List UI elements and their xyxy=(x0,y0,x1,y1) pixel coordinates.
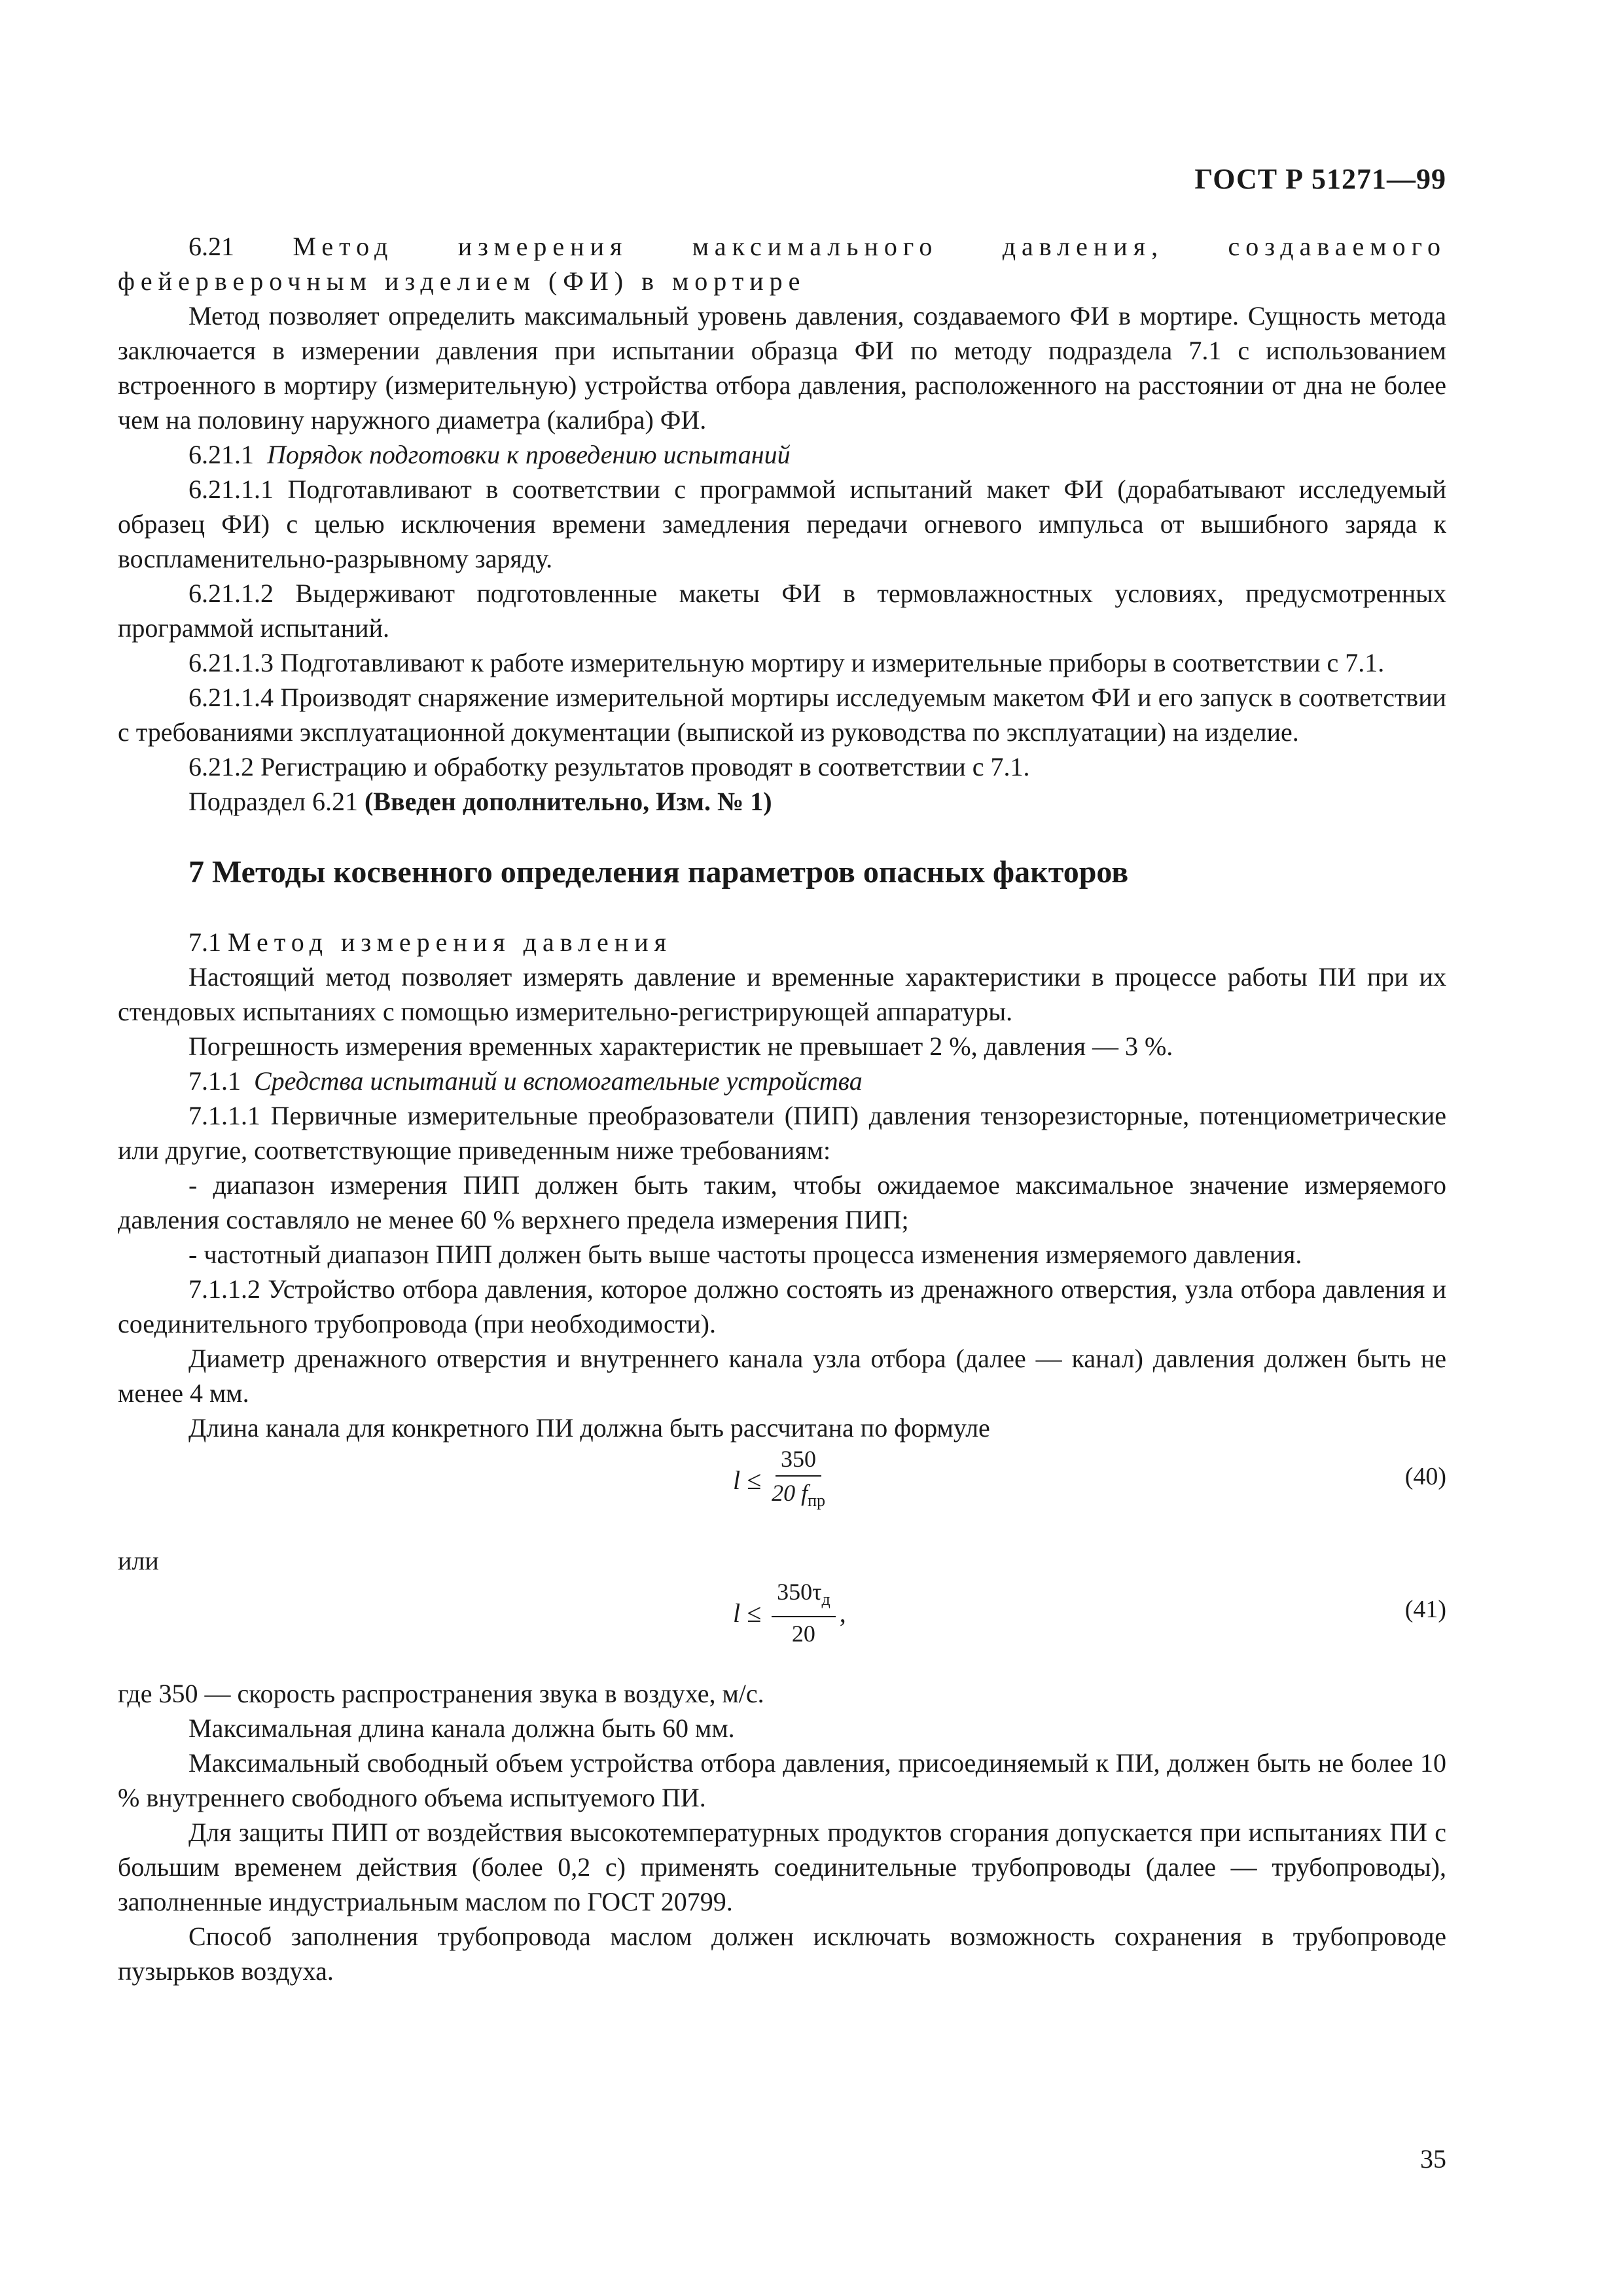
formula-expression xyxy=(733,1578,846,1647)
fraction xyxy=(772,1578,836,1647)
formula-40 xyxy=(118,1445,1446,1543)
equation-number: (41) xyxy=(1404,1596,1446,1623)
numerator: 350 xyxy=(776,1445,821,1477)
subscript: пр xyxy=(808,1491,826,1510)
formula-tail: , xyxy=(839,1598,846,1628)
note-bold: (Введен дополнительно, Изм. № 1) xyxy=(364,787,772,816)
subsection-title: Средства испытаний и вспомогательные устройства xyxy=(254,1066,863,1096)
denominator: 20 xyxy=(791,1621,815,1647)
formula-expression xyxy=(733,1445,829,1515)
page-body xyxy=(118,229,1446,1988)
paragraph: 6.21.1.4 Производят снаряжение измерительной мортиры исследуемым макетом ФИ и его запуск в соответствии с требованиями эксплуатационной документации (выпиской из руководства по эксплуатации) на изделие. xyxy=(118,683,1446,747)
paragraph: Для защиты ПИП от воздействия высокотемпературных продуктов сгорания допускается при испытаниях ПИ с большим временем действия (более 0,2 с) применять соединительные трубопроводы (далее — трубопроводы), заполненные индустриальным маслом по ГОСТ 20799. xyxy=(118,1818,1446,1916)
section-7-title: 7 Методы косвенного определения параметров опасных факторов xyxy=(188,855,1129,889)
paragraph: 7.1.1.1 Первичные измерительные преобразователи (ПИП) давления тензорезисторные, потенциометрические или другие, соответствующие приведенным ниже требованиям: xyxy=(118,1101,1446,1165)
section-title: Метод измерения давления xyxy=(228,927,673,957)
paragraph: Способ заполнения трубопровода маслом должен исключать возможность сохранения в трубопроводе пузырьков воздуха. xyxy=(118,1922,1446,1986)
paragraph: Погрешность измерения временных характеристик не превышает 2 %, давления — 3 %. xyxy=(188,1031,1173,1061)
paragraph: 6.21.1.1 Подготавливают в соответствии с программой испытаний макет ФИ (дорабатывают исследуемый образец ФИ) с целью исключения времени замедления передачи огневого импульса от вышибного заряда к воспламенительно-разрывному заряду. xyxy=(118,475,1446,573)
paragraph: Настоящий метод позволяет измерять давление и временные характеристики в процессе работы ПИ при их стендовых испытаниях с помощью измерительно-регистрирующей аппаратуры. xyxy=(118,962,1446,1026)
numerator-main: 350τ xyxy=(777,1579,822,1605)
subsection-number: 7.1.1 xyxy=(188,1066,241,1096)
list-item: - частотный диапазон ПИП должен быть выше частоты процесса изменения измеряемого давления. xyxy=(188,1240,1302,1269)
formula-lhs: l ≤ xyxy=(733,1598,762,1628)
list-item: - диапазон измерения ПИП должен быть таким, чтобы ожидаемое максимальное значение измеряемого давления составляло не менее 60 % верхнего предела измерения ПИП; xyxy=(118,1170,1446,1234)
fraction xyxy=(772,1445,825,1515)
page-number: 35 xyxy=(1420,2144,1446,2174)
section-6-21-heading xyxy=(118,229,1446,298)
denominator xyxy=(772,1477,825,1515)
section-title: Метод измерения максимального давления, создаваемого фейерверочным изделием (ФИ) в мортире xyxy=(118,232,1447,296)
equation-number: (40) xyxy=(1404,1463,1446,1490)
section-number: 6.21 xyxy=(188,232,234,261)
note-prefix: Подраздел 6.21 xyxy=(188,787,358,816)
subscript: д xyxy=(821,1590,830,1609)
document-header: ГОСТ Р 51271—99 xyxy=(1194,163,1446,195)
paragraph: Диаметр дренажного отверстия и внутреннего канала узла отбора (далее — канал) давления должен быть не менее 4 мм. xyxy=(118,1344,1446,1408)
paragraph: Длина канала для конкретного ПИ должна быть рассчитана по формуле xyxy=(188,1413,990,1443)
paragraph: 6.21.1.3 Подготавливают к работе измерительную мортиру и измерительные приборы в соответствии с 7.1. xyxy=(188,648,1385,677)
formula-41 xyxy=(118,1578,1446,1676)
denominator-main: 20 f xyxy=(772,1480,808,1506)
numerator xyxy=(772,1578,836,1617)
subsection-title: Порядок подготовки к проведению испытаний xyxy=(267,440,791,469)
amendment-note xyxy=(118,784,1446,819)
section-7-1-heading xyxy=(118,925,1446,960)
connector-text: или xyxy=(118,1546,159,1575)
formula-lhs: l ≤ xyxy=(733,1465,762,1495)
paragraph: где 350 — скорость распространения звука в воздухе, м/с. xyxy=(118,1679,764,1708)
paragraph: Максимальный свободный объем устройства отбора давления, присоединяемый к ПИ, должен быть не более 10 % внутреннего свободного объема испытуемого ПИ. xyxy=(118,1748,1446,1812)
paragraph: 6.21.2 Регистрацию и обработку результатов проводят в соответствии с 7.1. xyxy=(188,752,1030,781)
paragraph: 6.21.1.2 Выдерживают подготовленные макеты ФИ в термовлажностных условиях, предусмотренных программой испытаний. xyxy=(118,579,1446,643)
section-number: 7.1 xyxy=(188,927,221,957)
paragraph: Метод позволяет определить максимальный уровень давления, создаваемого ФИ в мортире. Сущность метода заключается в измерении давления при испытании образца ФИ по методу подраздела 7.1 с использованием встроенного в мортиру (измерительную) устройства отбора давления, расположенного на расстоянии от дна не более чем на половину наружного диаметра (калибра) ФИ. xyxy=(118,301,1446,435)
paragraph: Максимальная длина канала должна быть 60 мм. xyxy=(188,1713,735,1743)
subsection-number: 6.21.1 xyxy=(188,440,254,469)
paragraph: 7.1.1.2 Устройство отбора давления, которое должно состоять из дренажного отверстия, узла отбора давления и соединительного трубопровода (при необходимости). xyxy=(118,1274,1446,1338)
subsection-heading xyxy=(118,1064,1446,1098)
subsection-heading xyxy=(118,437,1446,472)
